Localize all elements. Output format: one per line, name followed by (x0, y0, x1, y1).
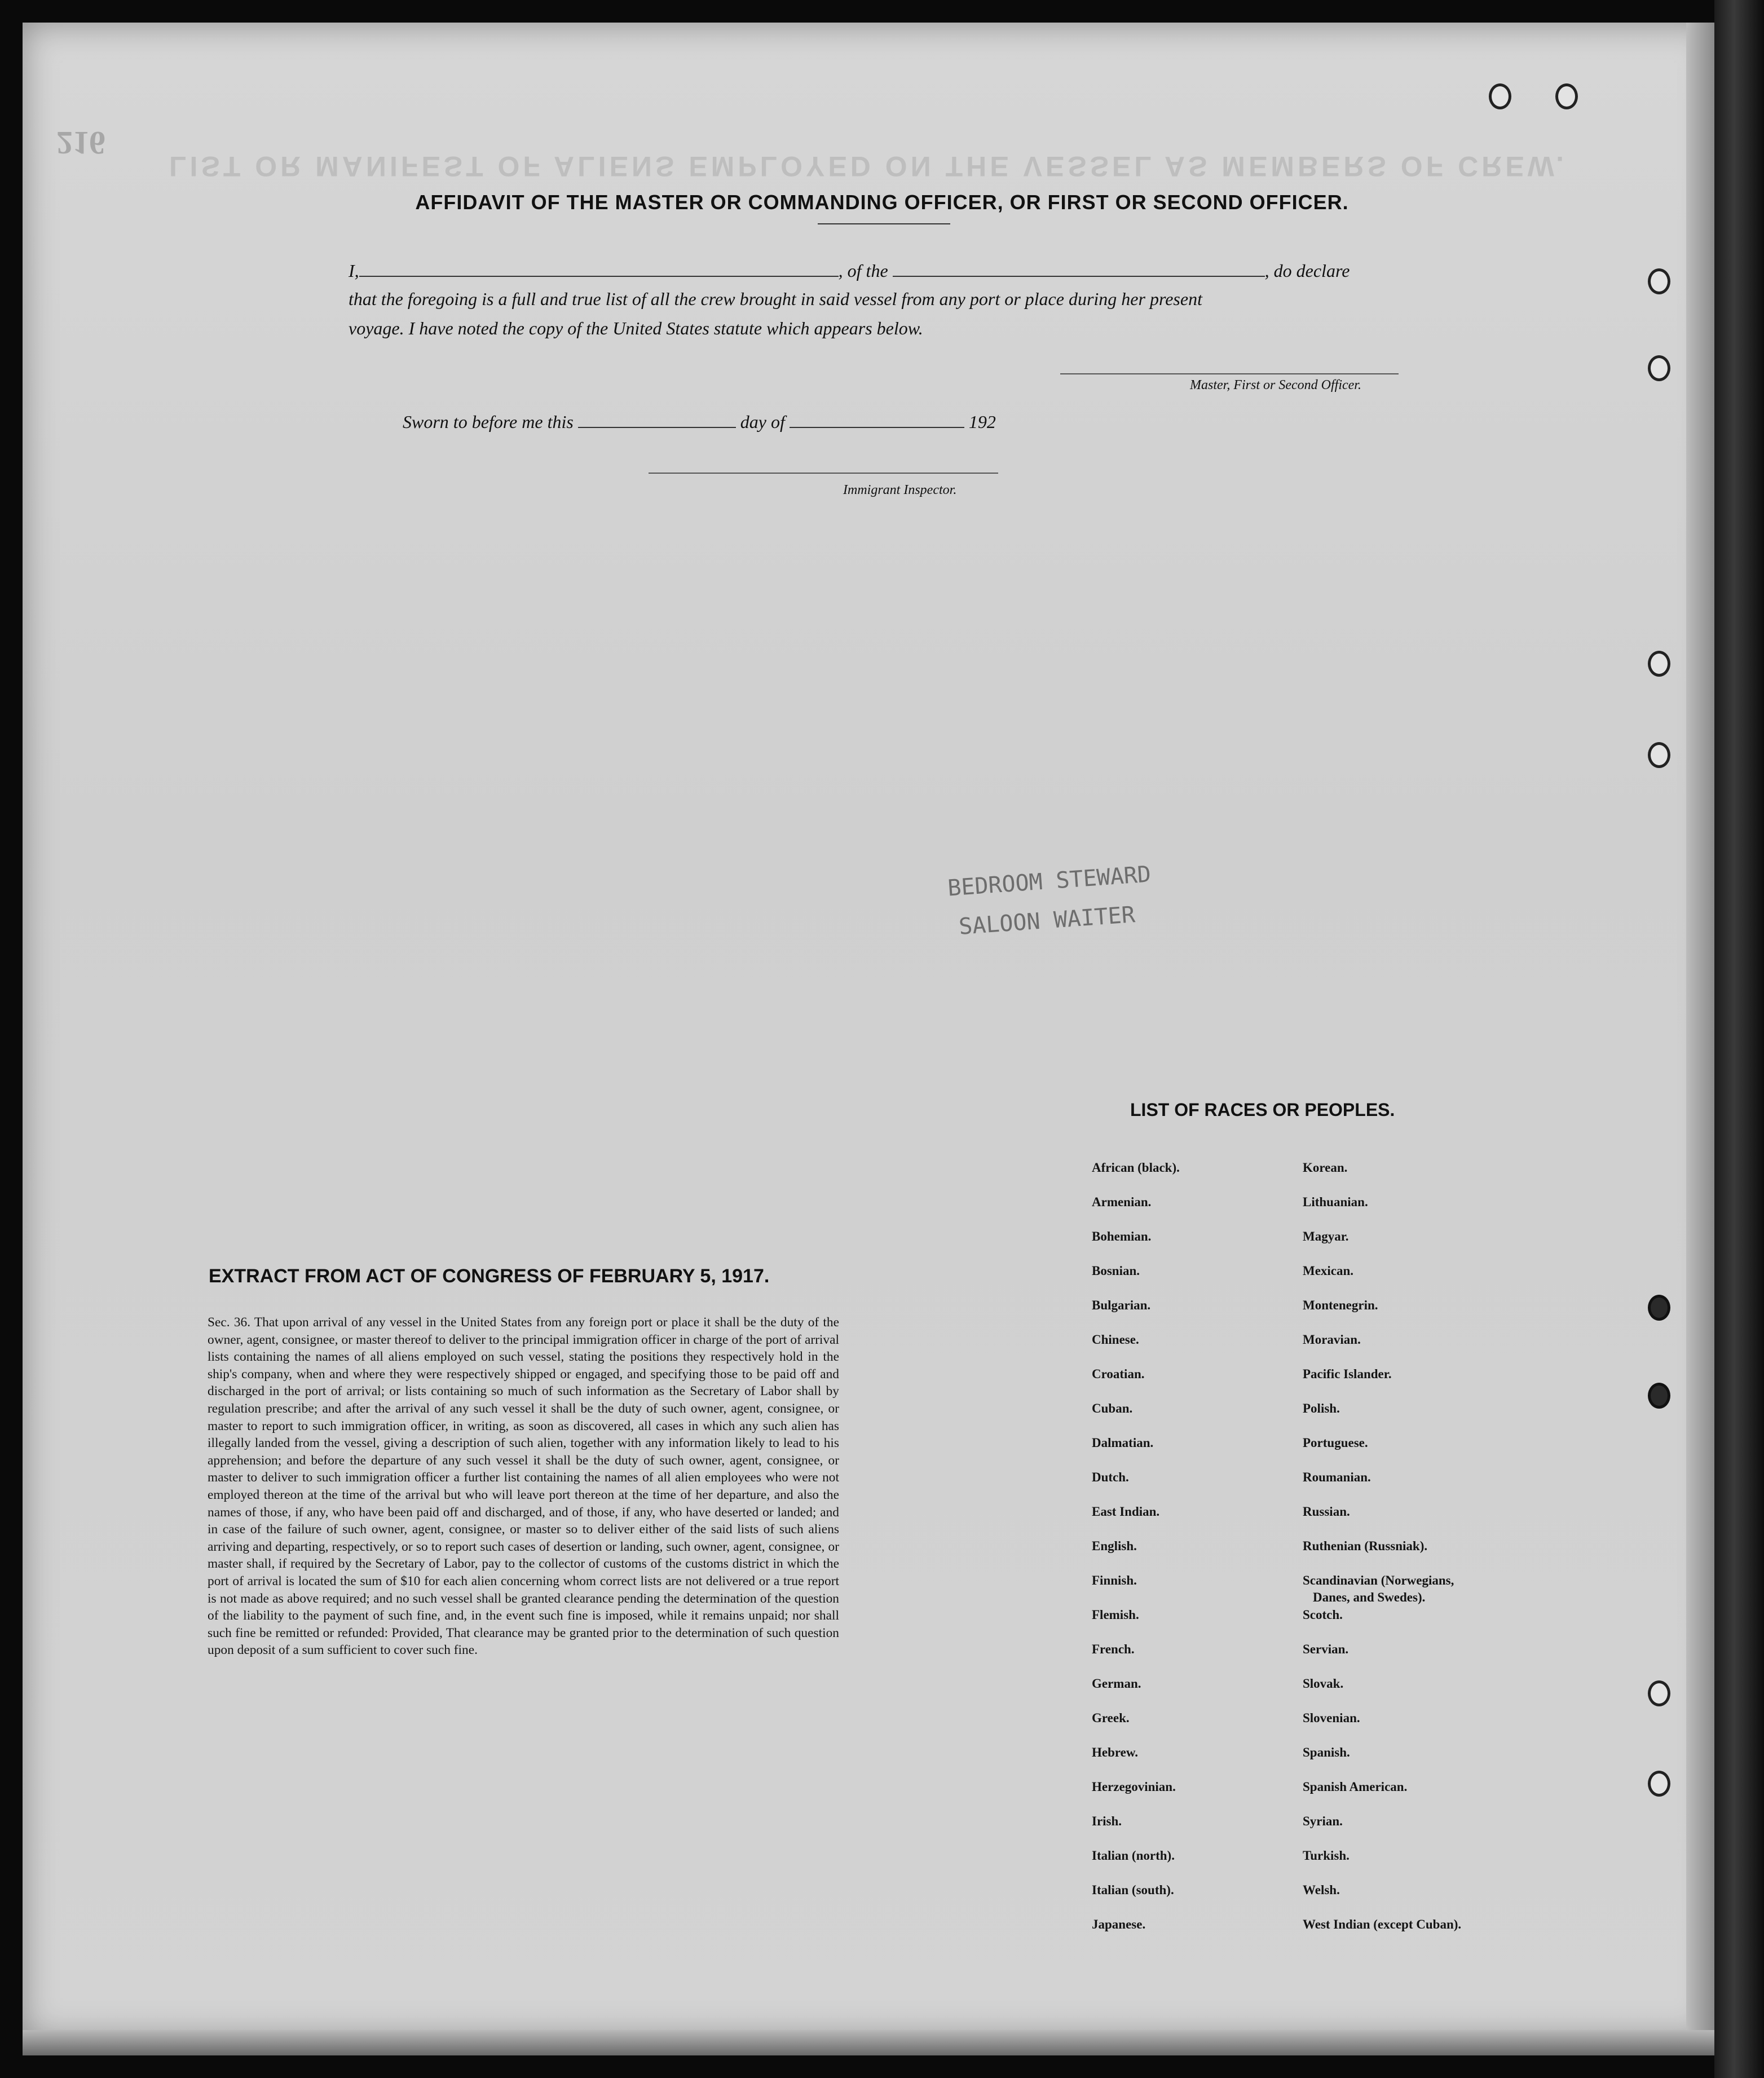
race-item: Herzegovinian. (1092, 1780, 1176, 1794)
punch-hole (1489, 83, 1511, 109)
punch-hole (1648, 651, 1670, 677)
master-signature-line[interactable] (1060, 373, 1399, 374)
race-item: Japanese. (1092, 1917, 1146, 1931)
declare-i: I, (349, 261, 359, 281)
race-item: Mexican. (1303, 1264, 1354, 1278)
affidavit-title: AFFIDAVIT OF THE MASTER OR COMMANDING OFFICER, OR FIRST OR SECOND OFFICER. (415, 191, 1349, 214)
race-item: Hebrew. (1092, 1745, 1138, 1759)
handwritten-occupation: BEDROOM STEWARD (946, 861, 1152, 902)
race-item: Turkish. (1303, 1848, 1350, 1863)
race-item: Moravian. (1303, 1333, 1361, 1347)
inspector-caption: Immigrant Inspector. (843, 483, 957, 497)
race-item: Flemish. (1092, 1608, 1139, 1622)
punch-hole (1648, 1680, 1670, 1706)
extract-body: Sec. 36. That upon arrival of any vessel in the United States from any foreign port or place it shall be the duty of the owner, agent, consignee, or master thereof to deliver to the principal immigration officer in charge of the port of arrival lists containing the names of all aliens employed on such vessel, stating the positions they respectively hold in the ship's company, when and where they were respectively shipped or engaged, and specifying those to be paid off and discharged in the port of arrival; or lists containing so much of such information as the Secretary of Labor shall by regulation prescribe; and after the arrival of any such vessel it shall be the duty of such owner, agent, consignee, or master to report to such immigration officer, in writing, as soon as discovered, all cases in which any such alien has illegally landed from the vessel, giving a description of such alien, together with any information likely to lead to his apprehension; and before the departure of any such vessel it shall be the duty of such owner, agent, consignee, or master to deliver to such immigration officer a further list containing the names of all alien employees who were not employed thereon at the time of the arrival but who will leave port thereon at the time of her departure, and also the names of those, if any, who have been paid off and discharged, and of those, if any, who have deserted or landed; and in case of the failure of such owner, agent, consignee, or master so to deliver either of the said lists of such aliens arriving and departing, respectively, or so to report such cases of desertion or landing, such owner, agent, consignee, or master shall, if required by the Secretary of Labor, pay to the collector of customs of the customs district in which the port of arrival is located the sum of $10 for each alien concerning whom correct lists are not delivered or a true report is not made as above required; and no such vessel shall be granted clearance pending the determination of the question of the liability to the payment of such fine, and, in the event such fine is imposed, while it remains unpaid; nor shall such fine be remitted or refunded: Provided, That clearance may be granted prior to the determination of such question upon deposit of a sum sufficient to cover such fine. (208, 1315, 839, 1658)
punch-hole (1648, 1383, 1670, 1409)
race-item: Italian (south). (1092, 1883, 1174, 1897)
punch-hole (1648, 1771, 1670, 1797)
race-item: Syrian. (1303, 1814, 1343, 1828)
race-item: Korean. (1303, 1161, 1348, 1175)
master-caption: Master, First or Second Officer. (1190, 378, 1361, 392)
race-item: German. (1092, 1676, 1141, 1691)
sworn-line (403, 412, 996, 433)
page-bottom-edge (23, 2030, 1714, 2055)
race-item: Irish. (1092, 1814, 1122, 1828)
race-item: Armenian. (1092, 1195, 1152, 1209)
extract-title: EXTRACT FROM ACT OF CONGRESS OF FEBRUARY 5, 1917. (209, 1265, 770, 1287)
scan-border (1714, 0, 1764, 2078)
race-item: Danes, and Swedes). (1313, 1590, 1426, 1604)
race-item: Dutch. (1092, 1470, 1129, 1484)
race-item: Scandinavian (Norwegians, (1303, 1573, 1454, 1587)
punch-hole (1555, 83, 1578, 109)
race-item: West Indian (except Cuban). (1303, 1917, 1462, 1931)
of-the: , of the (838, 261, 888, 281)
race-item: Polish. (1303, 1401, 1340, 1415)
declaration-line-1 (349, 261, 1350, 281)
bleed-header: LIST OR MANIFEST OF ALIENS EMPLOYED ON THE VESSEL AS MEMBERS OF CREW. (169, 151, 1567, 182)
race-item: Italian (north). (1092, 1848, 1175, 1863)
punch-hole (1648, 1295, 1670, 1321)
race-item: Lithuanian. (1303, 1195, 1368, 1209)
sworn-text: Sworn to before me this (403, 412, 574, 432)
vessel-blank[interactable] (893, 261, 1265, 277)
race-item: Slovenian. (1303, 1711, 1360, 1725)
race-item: Spanish American. (1303, 1780, 1408, 1794)
punch-hole (1648, 742, 1670, 768)
race-item: Spanish. (1303, 1745, 1350, 1759)
do-declare: , do declare (1264, 261, 1350, 281)
bleed-page-number: 216 (56, 125, 105, 161)
race-item: Cuban. (1092, 1401, 1133, 1415)
handwritten-occupation: SALOON WAITER (958, 902, 1136, 940)
race-item: Chinese. (1092, 1333, 1139, 1347)
race-item: Montenegrin. (1303, 1298, 1378, 1312)
month-blank[interactable] (790, 412, 964, 428)
race-item: Bohemian. (1092, 1229, 1152, 1243)
race-item: Scotch. (1303, 1608, 1343, 1622)
race-item: French. (1092, 1642, 1135, 1656)
race-item: Bulgarian. (1092, 1298, 1151, 1312)
race-item: Bosnian. (1092, 1264, 1140, 1278)
race-item: Servian. (1303, 1642, 1349, 1656)
race-item: Magyar. (1303, 1229, 1349, 1243)
race-item: Greek. (1092, 1711, 1130, 1725)
page-edge (1686, 23, 1714, 2039)
race-item: Roumanian. (1303, 1470, 1371, 1484)
race-item: Ruthenian (Russniak). (1303, 1539, 1428, 1553)
race-item: African (black). (1092, 1161, 1180, 1175)
race-item: Croatian. (1092, 1367, 1145, 1381)
name-blank[interactable] (359, 261, 839, 277)
race-item: Finnish. (1092, 1573, 1137, 1587)
race-item: Welsh. (1303, 1883, 1340, 1897)
race-item: Portuguese. (1303, 1436, 1368, 1450)
race-item: Pacific Islander. (1303, 1367, 1392, 1381)
day-blank[interactable] (578, 412, 736, 428)
race-item: English. (1092, 1539, 1137, 1553)
day-of-text: day of (740, 412, 785, 432)
race-item: Slovak. (1303, 1676, 1344, 1691)
race-item: East Indian. (1092, 1505, 1160, 1519)
declaration-line-2: that the foregoing is a full and true list of all the crew brought in said vessel from any port or place during her present (349, 289, 1202, 309)
declaration-line-3: voyage. I have noted the copy of the United States statute which appears below. (349, 318, 923, 338)
punch-hole (1648, 268, 1670, 294)
title-rule (818, 223, 950, 224)
race-item: Russian. (1303, 1505, 1350, 1519)
race-item: Dalmatian. (1092, 1436, 1154, 1450)
punch-hole (1648, 355, 1670, 381)
races-title: LIST OF RACES OR PEOPLES. (1130, 1100, 1395, 1120)
year-text: 192 (968, 412, 996, 432)
inspector-signature-line[interactable] (649, 473, 998, 474)
